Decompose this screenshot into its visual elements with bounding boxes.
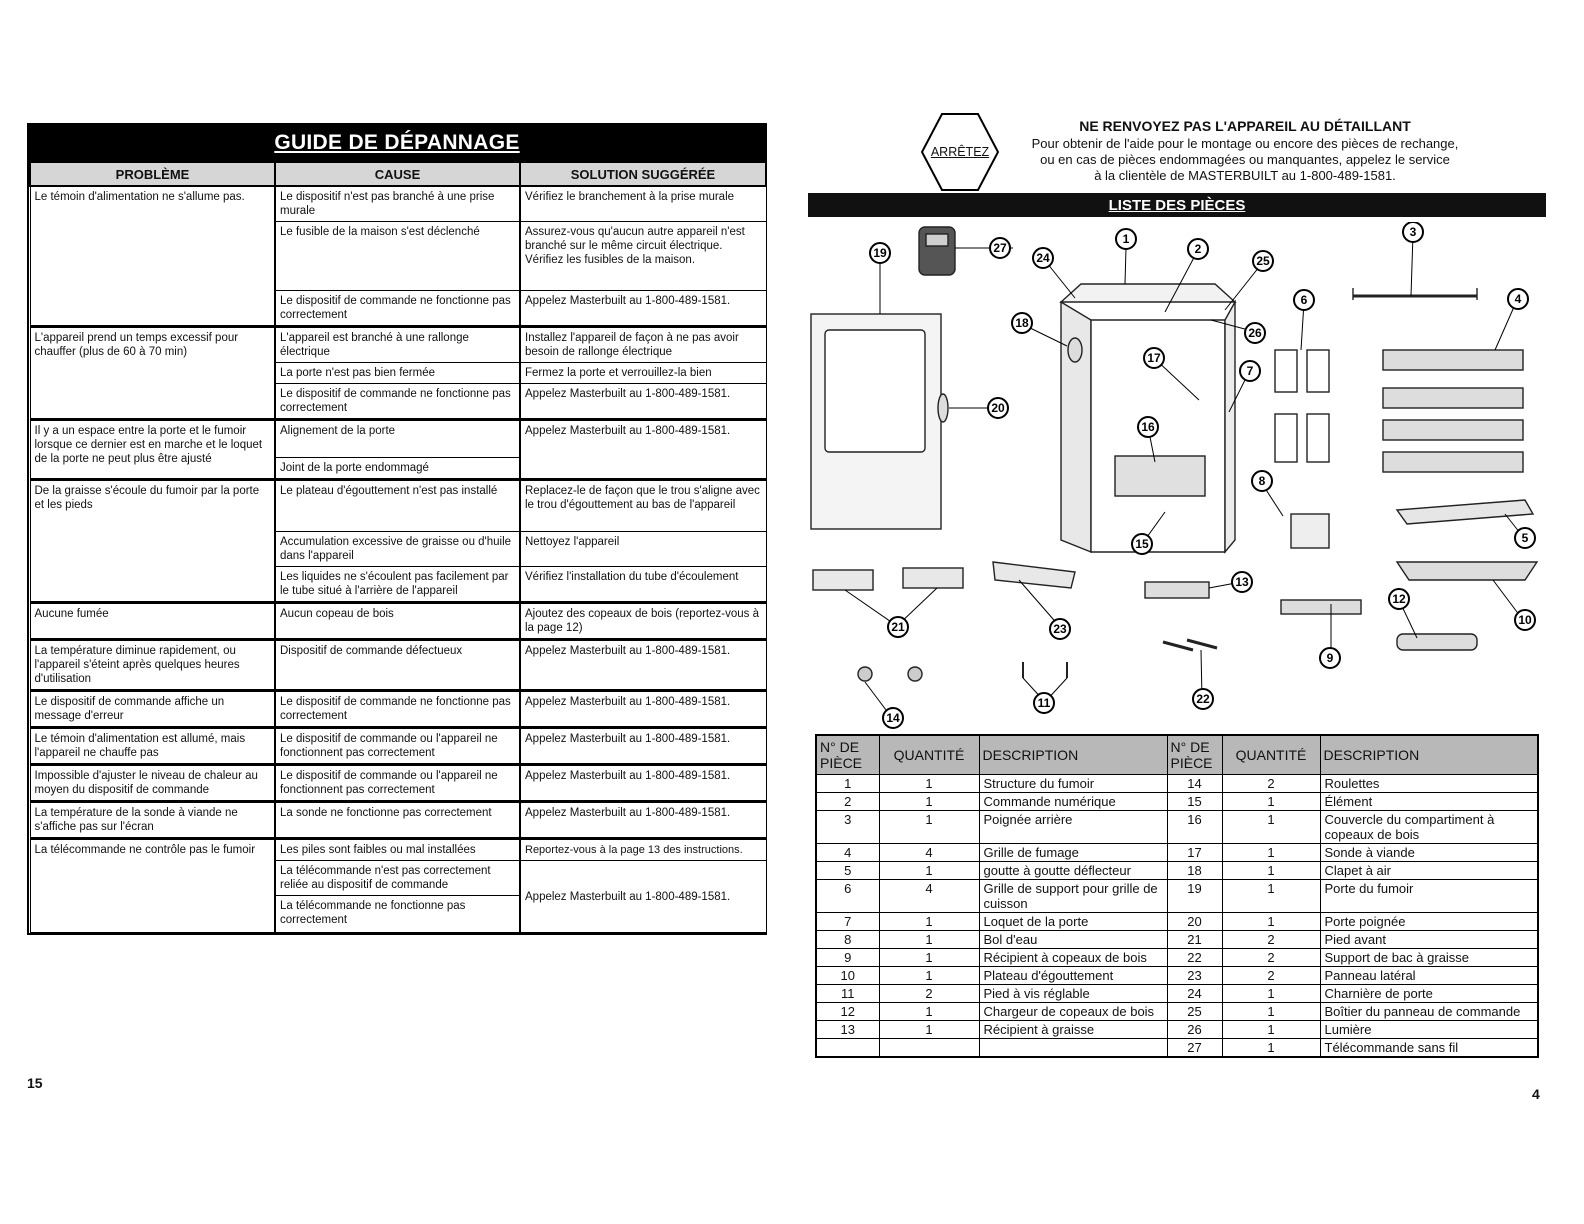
quantity-cell: 1 xyxy=(879,1003,979,1021)
quantity-cell: 1 xyxy=(1222,1021,1320,1039)
cause-cell: Joint de la porte endommagé xyxy=(275,458,520,480)
description-cell: Couvercle du compartiment à copeaux de bois xyxy=(1320,811,1538,844)
troubleshooting-guide xyxy=(27,123,767,935)
cause-cell: L'appareil est branché à une rallonge électrique xyxy=(275,327,520,363)
callout-number: 18 xyxy=(1015,316,1029,330)
quantity-cell: 2 xyxy=(1222,967,1320,985)
quantity-cell: 1 xyxy=(1222,811,1320,844)
parts-diagram xyxy=(805,222,1550,734)
callout-19 xyxy=(870,243,890,263)
description-cell: Lumière xyxy=(1320,1021,1538,1039)
problem-cell: Le témoin d'alimentation ne s'allume pas. xyxy=(30,186,275,327)
part-number-cell: 18 xyxy=(1167,862,1222,880)
table-row xyxy=(30,728,766,765)
notice-line: ou en cas de pièces endommagées ou manquantes, appelez le service xyxy=(1040,152,1450,167)
callout-7 xyxy=(1240,361,1260,381)
description-cell: Grille de support pour grille de cuisson xyxy=(979,880,1167,913)
caster-illustration xyxy=(858,667,872,681)
cause-cell: Le dispositif de commande ou l'appareil ne fonctionnent pas correctement xyxy=(275,765,520,802)
table-row xyxy=(816,862,1538,880)
table-row xyxy=(30,802,766,839)
table-row xyxy=(816,967,1538,985)
quantity-cell: 1 xyxy=(879,931,979,949)
cause-cell: Les liquides ne s'écoulent pas facilement par le tube situé à l'arrière de l'appareil xyxy=(275,567,520,603)
table-row xyxy=(816,1039,1538,1058)
part-number-cell: 8 xyxy=(816,931,879,949)
drip-tray-illustration xyxy=(1397,562,1537,580)
description-cell: Récipient à copeaux de bois xyxy=(979,949,1167,967)
quantity-cell: 2 xyxy=(1222,775,1320,793)
quantity-cell: 1 xyxy=(879,913,979,931)
cause-cell: La télécommande ne fonctionne pas correctement xyxy=(275,896,520,933)
description-cell: Télécommande sans fil xyxy=(1320,1039,1538,1058)
description-cell: Clapet à air xyxy=(1320,862,1538,880)
part-number-cell: 10 xyxy=(816,967,879,985)
part-number-cell: 4 xyxy=(816,844,879,862)
description-cell: Plateau d'égouttement xyxy=(979,967,1167,985)
table-row xyxy=(30,839,766,861)
part-number-cell: 7 xyxy=(816,913,879,931)
part-number-cell: 17 xyxy=(1167,844,1222,862)
callout-number: 14 xyxy=(886,711,900,725)
quantity-cell: 1 xyxy=(1222,1003,1320,1021)
table-row xyxy=(30,640,766,691)
header-description: DESCRIPTION xyxy=(1320,735,1538,775)
table-row xyxy=(30,327,766,363)
page-number-right: 4 xyxy=(1532,1086,1540,1102)
problem-cell: Impossible d'ajuster le niveau de chaleur au moyen du dispositif de commande xyxy=(30,765,275,802)
callout-11 xyxy=(1034,693,1054,713)
deflector-illustration xyxy=(1397,500,1533,524)
part-number-cell: 26 xyxy=(1167,1021,1222,1039)
quantity-cell: 1 xyxy=(879,775,979,793)
notice-line: à la clientèle de MASTERBUILT au 1-800-489-1581. xyxy=(1094,168,1396,183)
solution-cell: Appelez Masterbuilt au 1-800-489-1581. xyxy=(520,384,766,420)
problem-cell: La température diminue rapidement, ou l'appareil s'éteint après quelques heures d'utilisation xyxy=(30,640,275,691)
cause-cell: Accumulation excessive de graisse ou d'huile dans l'appareil xyxy=(275,532,520,567)
table-row xyxy=(816,775,1538,793)
quantity-cell: 2 xyxy=(879,985,979,1003)
description-cell: Récipient à graisse xyxy=(979,1021,1167,1039)
description-cell: Support de bac à graisse xyxy=(1320,949,1538,967)
description-cell: Loquet de la porte xyxy=(979,913,1167,931)
callout-number: 11 xyxy=(1037,696,1051,710)
description-cell: Pied avant xyxy=(1320,931,1538,949)
description-cell: Roulettes xyxy=(1320,775,1538,793)
description-cell: Bol d'eau xyxy=(979,931,1167,949)
callout-number: 23 xyxy=(1053,622,1067,636)
header-part-number: N° DE PIÈCE xyxy=(1167,735,1222,775)
quantity-cell: 1 xyxy=(879,811,979,844)
cooking-racks-illustration xyxy=(1383,350,1523,472)
cause-cell: Les piles sont faibles ou mal installées xyxy=(275,839,520,861)
callout-number: 7 xyxy=(1246,364,1254,378)
cause-cell: La télécommande n'est pas correctement reliée au dispositif de commande xyxy=(275,861,520,896)
callout-number: 21 xyxy=(891,620,905,634)
quantity-cell: 1 xyxy=(1222,880,1320,913)
quantity-cell: 1 xyxy=(879,1021,979,1039)
quantity-cell: 1 xyxy=(1222,862,1320,880)
solution-cell: Appelez Masterbuilt au 1-800-489-1581. xyxy=(520,728,766,765)
callout-20 xyxy=(988,398,1008,418)
description-cell: Chargeur de copeaux de bois xyxy=(979,1003,1167,1021)
cause-cell: Le dispositif de commande ou l'appareil ne fonctionnent pas correctement xyxy=(275,728,520,765)
quantity-cell: 1 xyxy=(1222,1039,1320,1058)
water-bowl-illustration xyxy=(1291,514,1329,548)
solution-cell: Appelez Masterbuilt au 1-800-489-1581. xyxy=(520,802,766,839)
callout-number: 26 xyxy=(1248,326,1262,340)
callout-5 xyxy=(1515,528,1535,548)
description-cell: Panneau latéral xyxy=(1320,967,1538,985)
quantity-cell: 4 xyxy=(879,880,979,913)
callout-number: 15 xyxy=(1135,537,1149,551)
part-number-cell: 11 xyxy=(816,985,879,1003)
table-row xyxy=(30,603,766,640)
table-row xyxy=(30,691,766,728)
solution-cell: Assurez-vous qu'aucun autre appareil n'est branché sur le même circuit électrique. Vérifiez les fusibles de la maison. xyxy=(520,222,766,291)
rear-handle-illustration xyxy=(1353,288,1477,300)
part-number-cell: 3 xyxy=(816,811,879,844)
problem-cell: La température de la sonde à viande ne s'affiche pas sur l'écran xyxy=(30,802,275,839)
notice-line: Pour obtenir de l'aide pour le montage ou encore des pièces de rechange, xyxy=(1031,136,1459,151)
part-number-cell: 5 xyxy=(816,862,879,880)
solution-cell: Replacez-le de façon que le trou s'aligne avec le trou d'égouttement au bas de l'appareil xyxy=(520,480,766,532)
callout-6 xyxy=(1294,290,1314,310)
quantity-cell: 1 xyxy=(1222,985,1320,1003)
callout-2 xyxy=(1188,239,1208,259)
callout-number: 9 xyxy=(1326,651,1334,665)
header-cause: CAUSE xyxy=(275,162,520,186)
callout-number: 19 xyxy=(873,246,887,260)
table-row xyxy=(816,793,1538,811)
quantity-cell: 1 xyxy=(879,862,979,880)
callout-15 xyxy=(1132,534,1152,554)
problem-cell: Le témoin d'alimentation est allumé, mais l'appareil ne chauffe pas xyxy=(30,728,275,765)
front-leg-illustration xyxy=(813,570,873,590)
callout-18 xyxy=(1012,313,1032,333)
cause-cell: Dispositif de commande défectueux xyxy=(275,640,520,691)
troubleshooting-title: GUIDE DE DÉPANNAGE xyxy=(274,131,520,154)
part-number-cell: 20 xyxy=(1167,913,1222,931)
callout-number: 16 xyxy=(1141,420,1155,434)
description-cell: Grille de fumage xyxy=(979,844,1167,862)
callout-8 xyxy=(1252,471,1272,491)
callout-number: 22 xyxy=(1196,692,1210,706)
part-number-cell xyxy=(816,1039,879,1058)
part-number-cell: 23 xyxy=(1167,967,1222,985)
table-row xyxy=(30,480,766,532)
cause-cell: Le plateau d'égouttement n'est pas installé xyxy=(275,480,520,532)
solution-cell: Appelez Masterbuilt au 1-800-489-1581. xyxy=(520,420,766,480)
description-cell: Boîtier du panneau de commande xyxy=(1320,1003,1538,1021)
callout-3 xyxy=(1403,222,1423,242)
header-part-number: N° DE PIÈCE xyxy=(816,735,879,775)
callout-25 xyxy=(1253,251,1273,271)
description-cell: goutte à goutte déflecteur xyxy=(979,862,1167,880)
description-cell: Structure du fumoir xyxy=(979,775,1167,793)
part-number-cell: 9 xyxy=(816,949,879,967)
solution-cell: Appelez Masterbuilt au 1-800-489-1581. xyxy=(520,765,766,802)
part-number-cell: 19 xyxy=(1167,880,1222,913)
cause-cell: Alignement de la porte xyxy=(275,420,520,458)
chip-loader-illustration xyxy=(1397,634,1477,650)
solution-cell: Reportez-vous à la page 13 des instructions. xyxy=(520,839,766,861)
callout-number: 27 xyxy=(993,241,1007,255)
table-row xyxy=(816,985,1538,1003)
table-row xyxy=(816,949,1538,967)
cause-cell: Le dispositif de commande ne fonctionne pas correctement xyxy=(275,384,520,420)
callout-27 xyxy=(990,238,1010,258)
header-quantity: QUANTITÉ xyxy=(1222,735,1320,775)
cause-cell: Le dispositif de commande ne fonctionne pas correctement xyxy=(275,291,520,327)
problem-cell: De la graisse s'écoule du fumoir par la porte et les pieds xyxy=(30,480,275,603)
remote-illustration xyxy=(919,227,955,275)
part-number-cell: 6 xyxy=(816,880,879,913)
quantity-cell: 1 xyxy=(879,949,979,967)
callout-1 xyxy=(1116,229,1136,249)
part-number-cell: 13 xyxy=(816,1021,879,1039)
parts-table xyxy=(815,734,1539,1058)
table-row xyxy=(816,1003,1538,1021)
quantity-cell: 1 xyxy=(879,967,979,985)
part-number-cell: 12 xyxy=(816,1003,879,1021)
solution-cell: Nettoyez l'appareil xyxy=(520,532,766,567)
solution-cell: Appelez Masterbuilt au 1-800-489-1581. xyxy=(520,291,766,327)
problem-cell: Le dispositif de commande affiche un message d'erreur xyxy=(30,691,275,728)
callout-number: 5 xyxy=(1521,531,1529,545)
solution-cell: Fermez la porte et verrouillez-la bien xyxy=(520,363,766,384)
table-row xyxy=(816,844,1538,862)
description-cell: Pied à vis réglable xyxy=(979,985,1167,1003)
problem-cell: La télécommande ne contrôle pas le fumoir xyxy=(30,839,275,933)
quantity-cell: 2 xyxy=(1222,931,1320,949)
stop-sign-label: ARRÊTEZ xyxy=(930,145,990,159)
quantity-cell xyxy=(879,1039,979,1058)
callout-number: 8 xyxy=(1258,474,1266,488)
callout-number: 25 xyxy=(1256,254,1270,268)
cause-cell: La sonde ne fonctionne pas correctement xyxy=(275,802,520,839)
grease-support-illustration xyxy=(1163,642,1193,650)
callout-number: 20 xyxy=(991,401,1005,415)
cause-cell: Le dispositif n'est pas branché à une prise murale xyxy=(275,186,520,222)
callout-23 xyxy=(1050,619,1070,639)
callout-number: 13 xyxy=(1235,575,1249,589)
callout-number: 17 xyxy=(1147,351,1161,365)
callout-16 xyxy=(1138,417,1158,437)
callout-number: 6 xyxy=(1300,293,1308,307)
cause-cell: Aucun copeau de bois xyxy=(275,603,520,640)
quantity-cell: 4 xyxy=(879,844,979,862)
table-row xyxy=(816,880,1538,913)
table-row xyxy=(816,913,1538,931)
callout-number: 3 xyxy=(1409,225,1417,239)
quantity-cell: 1 xyxy=(1222,913,1320,931)
wood-chip-tray-illustration xyxy=(1281,600,1361,614)
callout-17 xyxy=(1144,348,1164,368)
parts-list-title: LISTE DES PIÈCES xyxy=(808,193,1546,217)
problem-cell: Il y a un espace entre la porte et le fumoir lorsque ce dernier est en marche et le loquet de la porte ne peut plus être ajusté xyxy=(30,420,275,480)
callout-number: 12 xyxy=(1392,592,1406,606)
side-panel-illustration xyxy=(993,562,1075,588)
solution-cell: Appelez Masterbuilt au 1-800-489-1581. xyxy=(520,861,766,933)
solution-cell: Appelez Masterbuilt au 1-800-489-1581. xyxy=(520,640,766,691)
quantity-cell: 1 xyxy=(1222,793,1320,811)
part-number-cell: 24 xyxy=(1167,985,1222,1003)
part-number-cell: 1 xyxy=(816,775,879,793)
notice-heading: NE RENVOYEZ PAS L'APPAREIL AU DÉTAILLANT xyxy=(1079,118,1411,134)
front-leg-illustration xyxy=(903,568,963,588)
callout-number: 1 xyxy=(1122,232,1130,246)
callout-number: 2 xyxy=(1194,242,1202,256)
description-cell: Commande numérique xyxy=(979,793,1167,811)
table-row xyxy=(30,420,766,458)
callout-number: 24 xyxy=(1036,251,1050,265)
part-number-cell: 25 xyxy=(1167,1003,1222,1021)
part-number-cell: 27 xyxy=(1167,1039,1222,1058)
solution-cell: Vérifiez le branchement à la prise murale xyxy=(520,186,766,222)
cause-cell: La porte n'est pas bien fermée xyxy=(275,363,520,384)
solution-cell: Installez l'appareil de façon à ne pas avoir besoin de rallonge électrique xyxy=(520,327,766,363)
part-number-cell: 16 xyxy=(1167,811,1222,844)
callout-22 xyxy=(1193,689,1213,709)
header-description: DESCRIPTION xyxy=(979,735,1167,775)
part-number-cell: 14 xyxy=(1167,775,1222,793)
header-quantity: QUANTITÉ xyxy=(879,735,979,775)
description-cell: Porte poignée xyxy=(1320,913,1538,931)
problem-cell: L'appareil prend un temps excessif pour chauffer (plus de 60 à 70 min) xyxy=(30,327,275,420)
header-solution: SOLUTION SUGGÉRÉE xyxy=(520,162,766,186)
problem-cell: Aucune fumée xyxy=(30,603,275,640)
cause-cell: Le dispositif de commande ne fonctionne pas correctement xyxy=(275,691,520,728)
description-cell: Sonde à viande xyxy=(1320,844,1538,862)
troubleshooting-table xyxy=(29,161,767,933)
part-number-cell: 22 xyxy=(1167,949,1222,967)
callout-14 xyxy=(883,708,903,728)
description-cell xyxy=(979,1039,1167,1058)
page-number-left: 15 xyxy=(27,1075,43,1091)
table-row xyxy=(30,186,766,222)
callout-12 xyxy=(1389,589,1409,609)
callout-9 xyxy=(1320,648,1340,668)
header-problem: PROBLÈME xyxy=(30,162,275,186)
description-cell: Charnière de porte xyxy=(1320,985,1538,1003)
description-cell: Poignée arrière xyxy=(979,811,1167,844)
table-row xyxy=(30,765,766,802)
callout-24 xyxy=(1033,248,1053,268)
part-number-cell: 15 xyxy=(1167,793,1222,811)
callout-21 xyxy=(888,617,908,637)
quantity-cell: 1 xyxy=(1222,844,1320,862)
return-notice xyxy=(1000,118,1490,184)
callout-number: 4 xyxy=(1514,292,1522,306)
description-cell: Élément xyxy=(1320,793,1538,811)
rack-supports-illustration xyxy=(1275,350,1329,462)
solution-cell: Ajoutez des copeaux de bois (reportez-vous à la page 12) xyxy=(520,603,766,640)
callout-4 xyxy=(1508,289,1528,309)
description-cell: Porte du fumoir xyxy=(1320,880,1538,913)
grease-cup-illustration xyxy=(1145,582,1209,598)
quantity-cell: 1 xyxy=(879,793,979,811)
callout-26 xyxy=(1245,323,1265,343)
part-number-cell: 21 xyxy=(1167,931,1222,949)
callout-number: 10 xyxy=(1518,613,1532,627)
solution-cell: Appelez Masterbuilt au 1-800-489-1581. xyxy=(520,691,766,728)
callout-10 xyxy=(1515,610,1535,630)
table-row xyxy=(816,931,1538,949)
quantity-cell: 2 xyxy=(1222,949,1320,967)
table-row xyxy=(816,811,1538,844)
callout-13 xyxy=(1232,572,1252,592)
part-number-cell: 2 xyxy=(816,793,879,811)
smoker-door-illustration xyxy=(811,314,948,529)
cause-cell: Le fusible de la maison s'est déclenché xyxy=(275,222,520,291)
solution-cell: Vérifiez l'installation du tube d'écoulement xyxy=(520,567,766,603)
table-row xyxy=(816,1021,1538,1039)
